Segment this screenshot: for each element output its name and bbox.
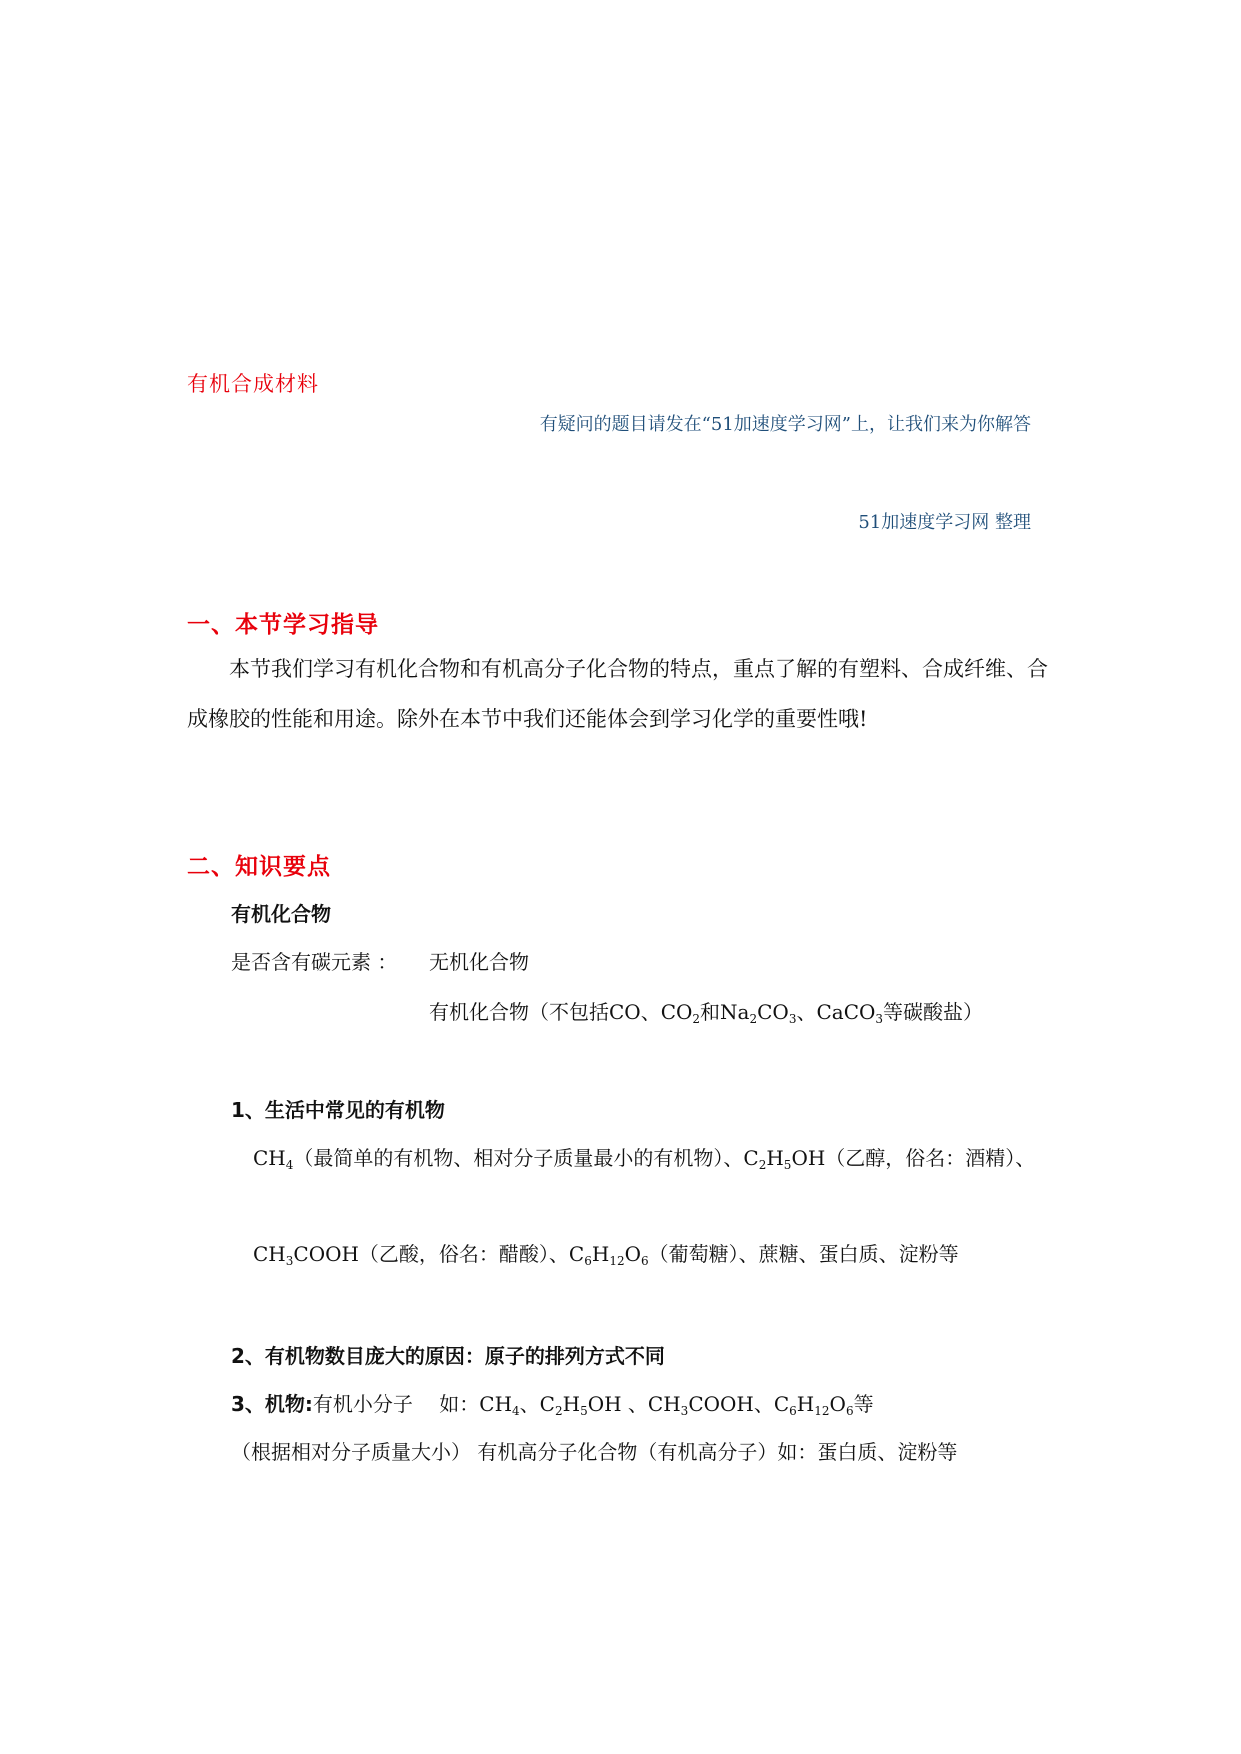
guide-paragraph [187, 644, 1057, 744]
document-title: 有机合成材料 [187, 372, 319, 396]
organic-compounds-line: 有机化合物（不包括CO、$CO_2$和$Na_2CO_3$、CaCO$_3$等碳酸盐） [429, 1000, 984, 1026]
common-organics-line-1: $CH_4$（最简单的有机物、相对分子质量最小的有机物）、$C_2H_5OH$（乙醇，俗名：酒精）、 [253, 1146, 1036, 1172]
carbon-question: 是否含有碳元素 ： [231, 950, 398, 974]
item1-title: 1、生活中常见的有机物 [231, 1098, 445, 1122]
common-organics-line-2: $CH_3COOH$（乙酸，俗名：醋酸）、$C_6H_{12}O_6$（葡萄糖）、蔗糖、蛋白质、淀粉等 [253, 1242, 959, 1268]
section-heading-key-points: 二、知识要点 [187, 853, 331, 880]
help-note: 有疑问的题目请发在“51加速度学习网”上，让我们来为你解答 [539, 414, 1031, 435]
classification-basis-line: （根据相对分子质量大小） 有机高分子化合物（有机高分子）如：蛋白质、淀粉等 [231, 1440, 958, 1464]
item3-line: 3、机物:有机小分子 如：$CH_4$、$C_2H_5OH$ 、$CH_3COOH$、$C_6H_{12}O_6$等 [231, 1392, 874, 1418]
guide-paragraph-text: 本节我们学习有机化合物和有机高分子化合物的特点，重点了解的有塑料、合成纤维、合成橡胶的性能和用途。除外在本节中我们还能体会到学习化学的重要性哦! [187, 657, 1048, 731]
section-heading-guide: 一、本节学习指导 [187, 611, 379, 638]
inorganic-compounds: 无机化合物 [429, 950, 529, 974]
organic-compounds-title: 有机化合物 [231, 902, 331, 926]
credit-note: 51加速度学习网 整理 [858, 512, 1031, 533]
item2-title: 2、有机物数目庞大的原因：原子的排列方式不同 [231, 1344, 665, 1368]
